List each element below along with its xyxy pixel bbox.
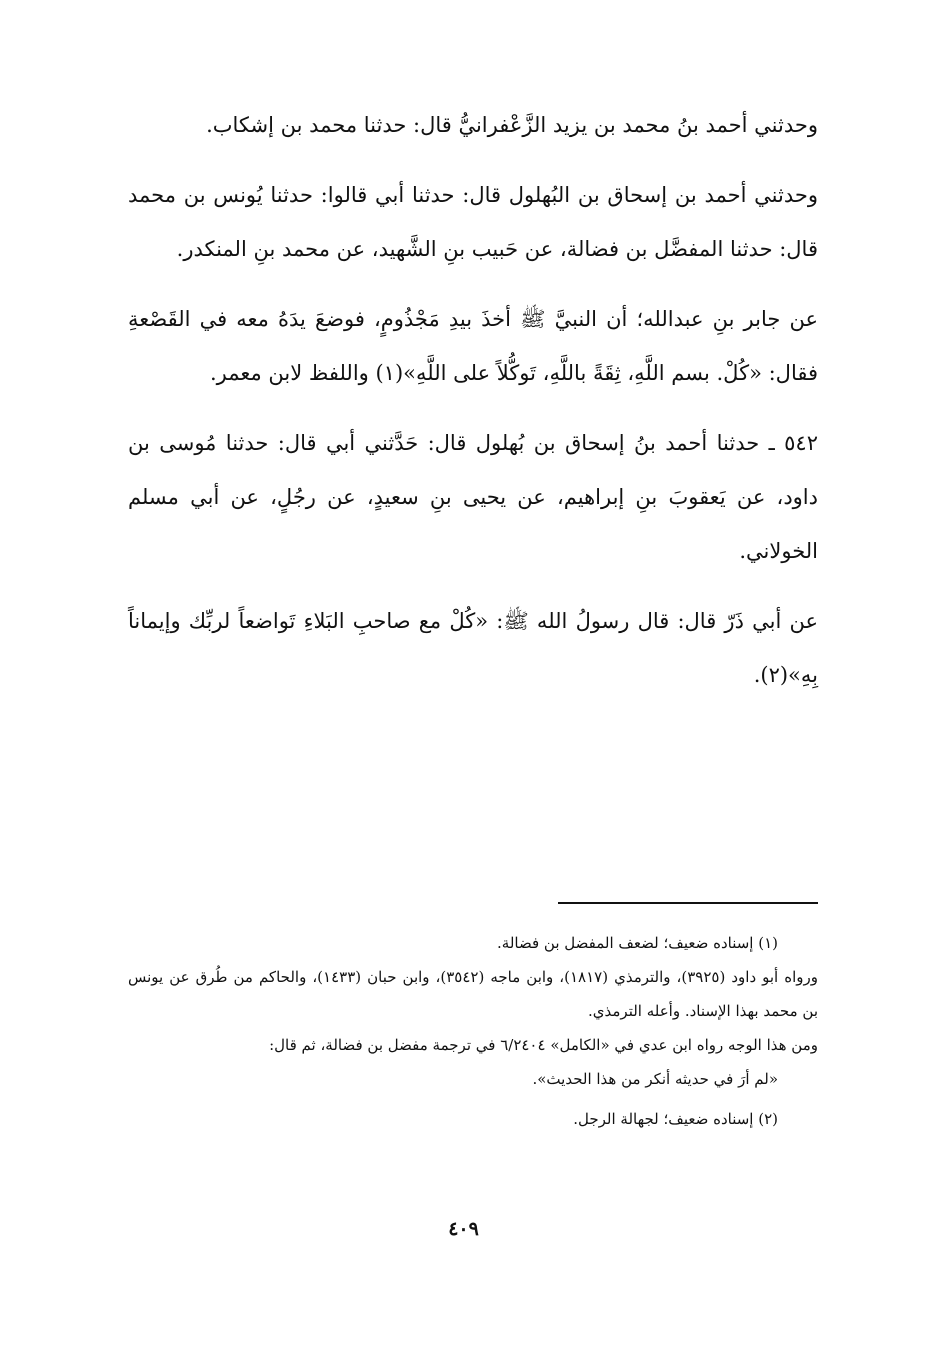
paragraph-5: عن أبي ذَرّ قال: قال رسولُ الله ﷺ: «كُلْ مع صاحبِ البَلاءِ تَواضعاً لربِّك وإيماناً بِهِ»(٢). [128,609,818,687]
footnotes [128,926,818,1136]
footnote-1-continuation: ورواه أبو داود (٣٩٢٥)، والترمذي (١٨١٧)، وابن ماجه (٣٥٤٢)، وابن حبان (١٤٣٣)، والحاكم من طُرق عن يونس بن محمد بهذا الإسناد. وأعله الترمذي. [128,968,818,1020]
footnote-2: (٢) إسناده ضعيف؛ لجهالة الرجل. [573,1110,778,1128]
footnote-divider [558,902,818,904]
footnote-1: (١) إسناده ضعيف؛ لضعف المفضل بن فضالة. [497,934,778,952]
paragraph-3: عن جابر بنِ عبدالله؛ أن النبيَّ ﷺ أخذَ بيدِ مَجْذُومٍ، فوضعَ يدَهُ معه في القَصْعةِ فقال: «كُلْ. بسم اللَّهِ، ثِقَةً باللَّهِ، تَوكُّلاً على اللَّهِ»(١) واللفظ لابن معمر. [128,307,818,385]
main-text [128,98,818,718]
paragraph-4: ٥٤٢ ـ حدثنا أحمد بنُ إسحاق بن بُهلول قال: حَدَّثني أبي قال: حدثنا مُوسى بن داود، عن يَعقوبَ بنِ إبراهيم، عن يحيى بنِ سعيدٍ، عن رجُلٍ، عن أبي مسلم الخولاني. [128,431,818,563]
footnote-1-quote: «لم أرَ في حديثه أنكر من هذا الحديث». [532,1070,778,1088]
page-number: ٤٠٩ [448,1218,479,1240]
footnote-1-continuation-2: ومن هذا الوجه رواه ابن عدي في «الكامل» ٦/٢٤٠٤ في ترجمة مفضل بن فضالة، ثم قال: [269,1036,818,1054]
paragraph-2: وحدثني أحمد بن إسحاق بن البُهلول قال: حدثنا أبي قالوا: حدثنا يُونس بن محمد قال: حدثنا المفضَّل بن فضالة، عن حَبيب بنِ الشَّهيد، عن محمد بنِ المنكدر. [128,183,818,261]
paragraph-1: وحدثني أحمد بنُ محمد بن يزيد الزَّعْفرانيُّ قال: حدثنا محمد بن إشكاب. [206,113,818,137]
